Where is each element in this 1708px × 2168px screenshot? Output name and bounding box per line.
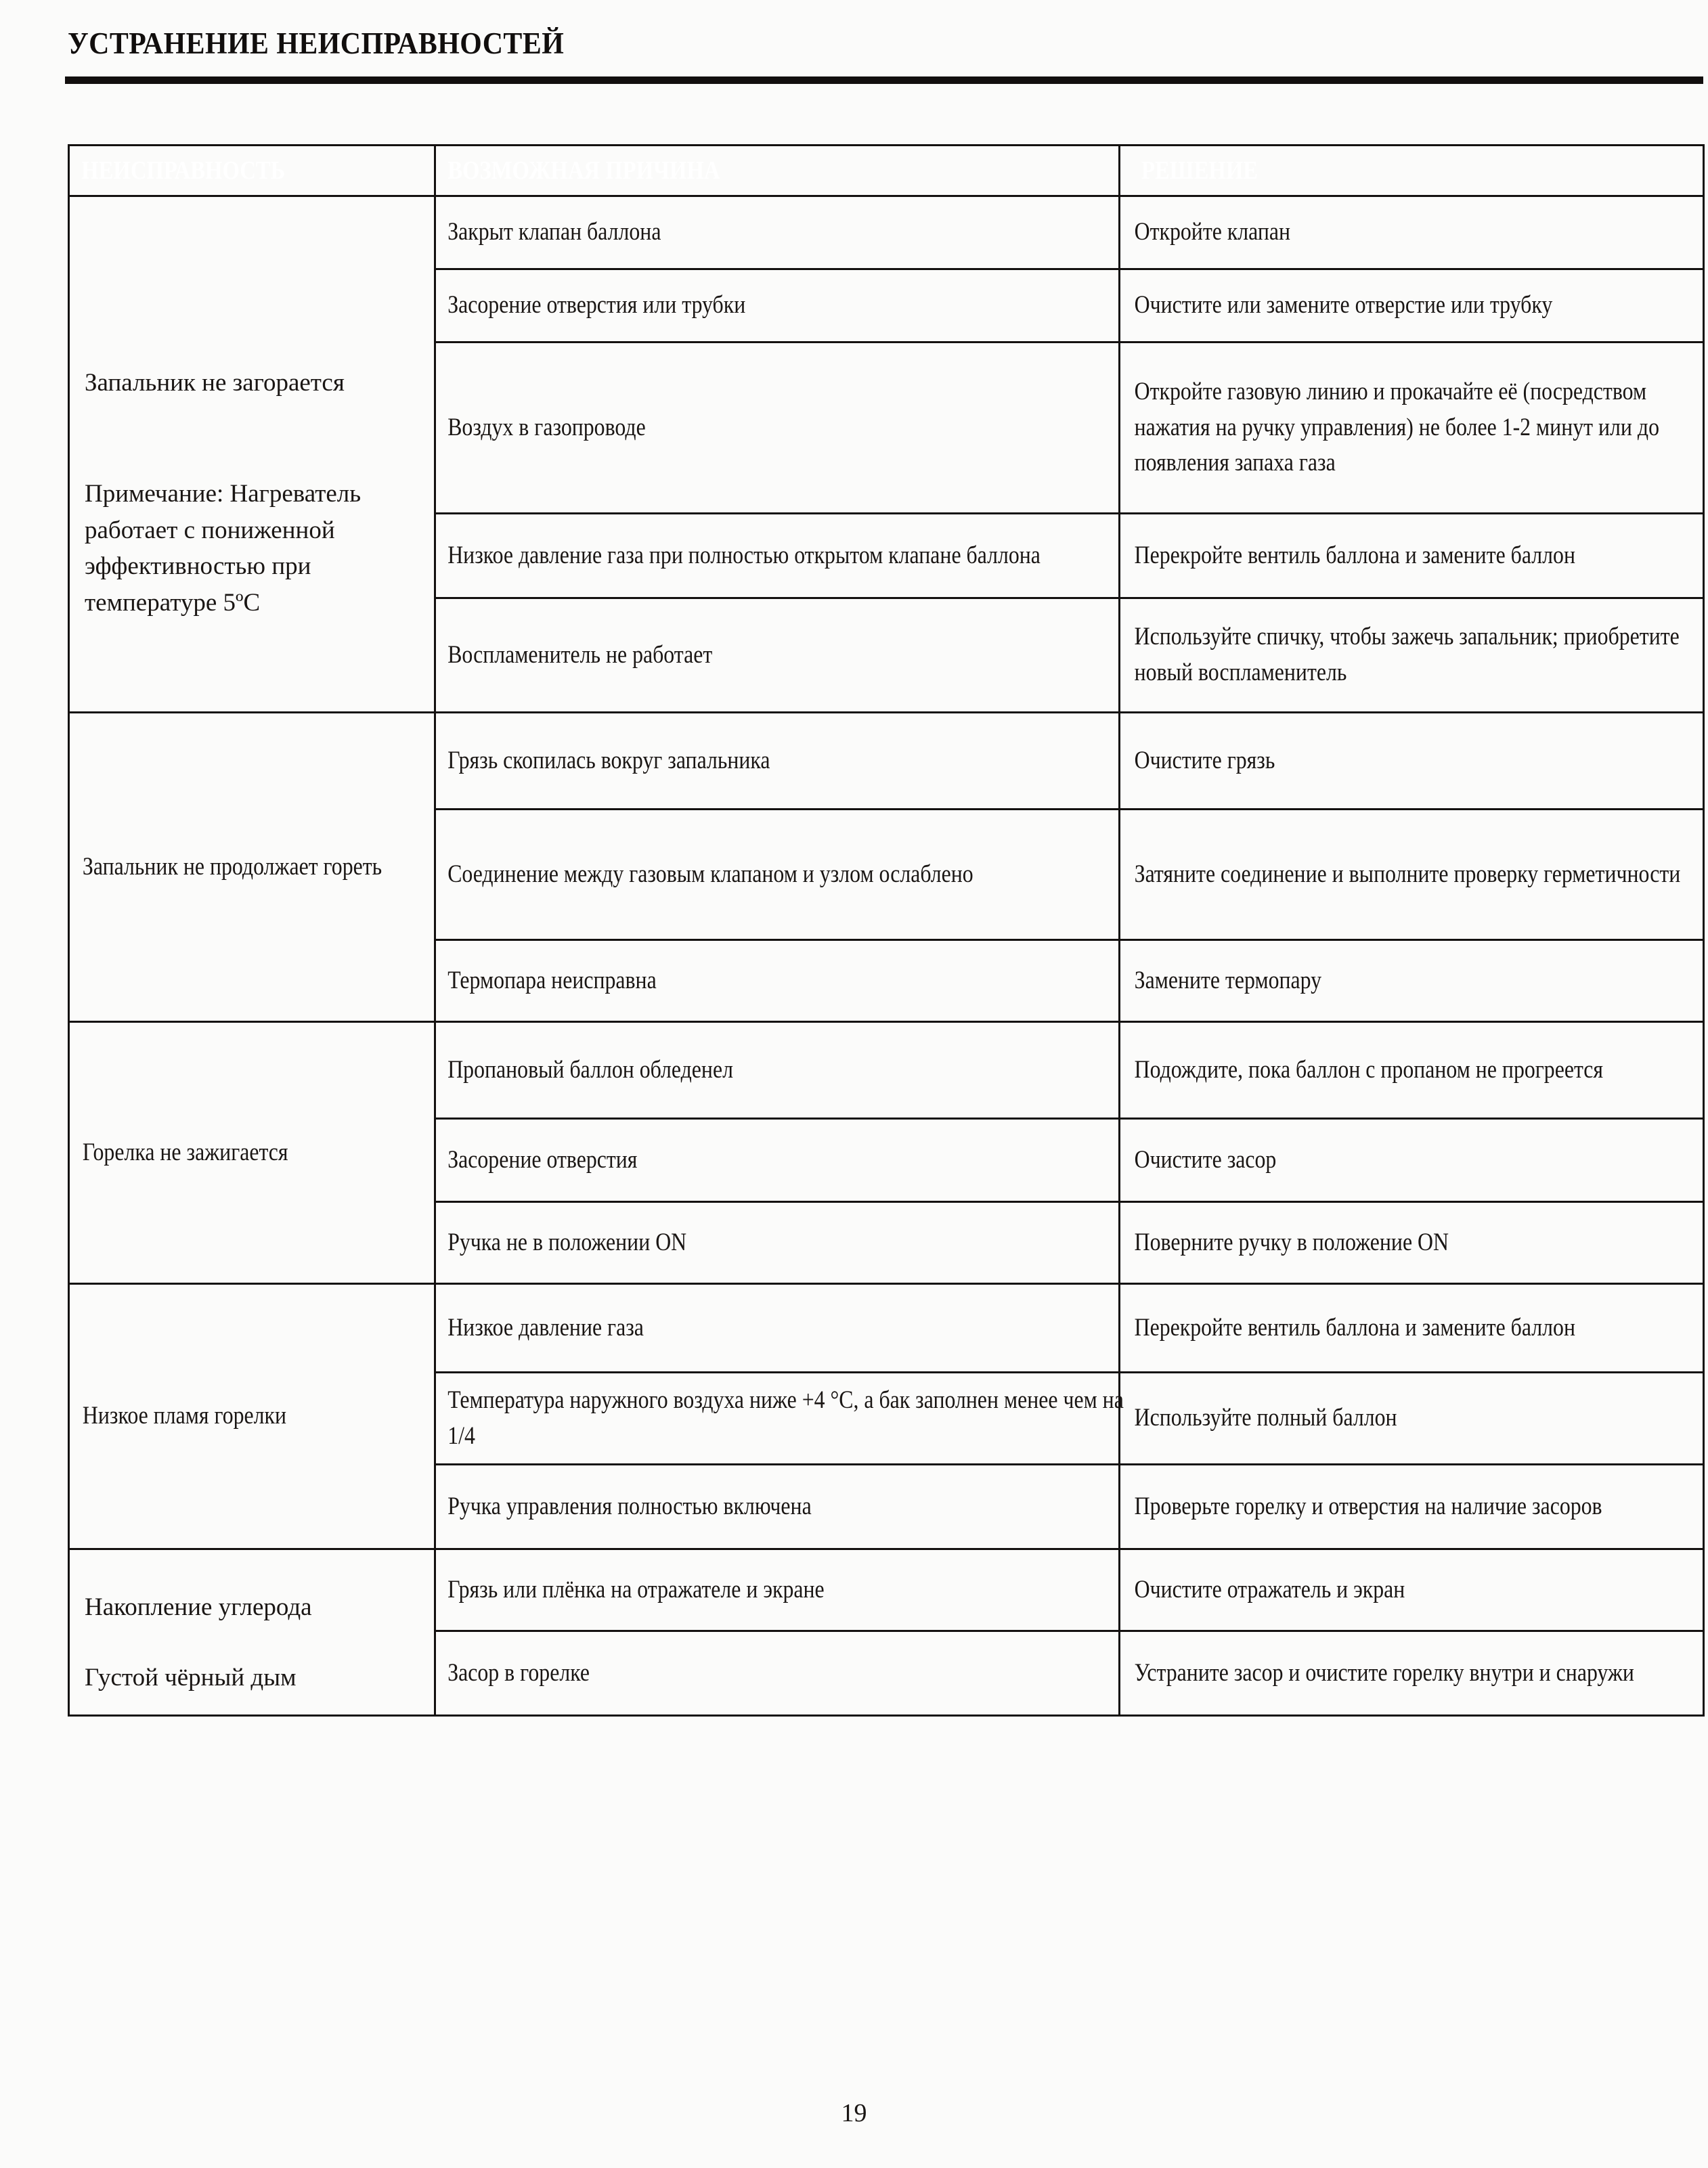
solution-text: Очистите засор — [1134, 1145, 1277, 1174]
cause-text: Термопара неисправна — [447, 966, 657, 994]
cause-cell — [435, 1284, 1120, 1373]
solution-text: Используйте спичку, чтобы зажечь запальник; приобретите новый воспламенитель — [1134, 623, 1680, 686]
column-header-cause-label: ВОЗМОЖНАЯ ПРИЧИНА — [447, 156, 720, 185]
solution-text: Поверните ручку в положение ON — [1134, 1228, 1449, 1256]
cause-text: Грязь или плёнка на отражателе и экране — [447, 1575, 825, 1603]
cause-text: Ручка не в положении ON — [447, 1228, 687, 1256]
cause-cell — [435, 598, 1120, 713]
troubleshooting-table-wrapper — [68, 144, 1703, 1717]
table-row — [69, 713, 1704, 810]
solution-text: Затяните соединение и выполните проверку герметичности — [1134, 860, 1681, 888]
troubleshooting-table — [68, 144, 1705, 1717]
cause-cell — [435, 810, 1120, 940]
cause-cell — [435, 1022, 1120, 1119]
group-label-cell-carbon-buildup — [69, 1549, 435, 1716]
cause-cell — [435, 713, 1120, 810]
solution-text: Проверьте горелку и отверстия на наличие засоров — [1134, 1492, 1602, 1520]
column-header-solution-label: РЕШЕНИЕ — [1141, 156, 1258, 185]
solution-cell — [1120, 269, 1704, 342]
cause-text: Грязь скопилась вокруг запальника — [447, 746, 770, 774]
group-label-cell-low-burner-flame — [69, 1284, 435, 1549]
solution-cell — [1120, 1465, 1704, 1549]
table-header — [69, 146, 1704, 196]
solution-cell — [1120, 342, 1704, 514]
solution-text: Устраните засор и очистите горелку внутри и снаружи — [1134, 1658, 1634, 1687]
table-body — [69, 196, 1704, 1716]
group-label-cell-burner-not-lighting — [69, 1022, 435, 1284]
cause-text: Закрыт клапан баллона — [447, 218, 661, 246]
table-row — [69, 1284, 1704, 1373]
group-label-ignitor-not-lighting: Запальник не загораeтся — [85, 369, 345, 397]
cause-cell — [435, 342, 1120, 514]
cause-text: Воздух в газопроводе — [447, 413, 646, 441]
solution-cell — [1120, 1549, 1704, 1631]
solution-cell — [1120, 598, 1704, 713]
solution-text: Откройте клапан — [1134, 218, 1291, 246]
column-header-cause — [435, 146, 1120, 196]
solution-cell — [1120, 810, 1704, 940]
solution-text: Используйте полный баллон — [1134, 1404, 1397, 1432]
page-number: 19 — [841, 2099, 867, 2127]
table-row — [69, 1549, 1704, 1631]
solution-cell — [1120, 1284, 1704, 1373]
solution-cell — [1120, 514, 1704, 598]
page-title: УСТРАНЕНИЕ НЕИСПРАВНОСТЕЙ — [68, 26, 565, 60]
cause-cell — [435, 269, 1120, 342]
title-rule — [65, 76, 1703, 84]
cause-text: Температура наружного воздуха ниже +4 °C, а бак заполнен менее чем на 1/4 — [447, 1386, 1124, 1450]
solution-text: Очистите грязь — [1134, 746, 1275, 774]
cause-text: Низкое давление газа при полностью открытом клапане баллона — [447, 541, 1041, 569]
group-label-burner-not-lighting: Горелка не зажигается — [82, 1138, 288, 1166]
group-label-low-burner-flame: Низкое пламя горелки — [82, 1402, 287, 1430]
cause-text: Воспламенитель не работает — [447, 640, 713, 669]
column-header-fault — [69, 146, 435, 196]
cause-cell — [435, 1549, 1120, 1631]
cause-text: Ручка управления полностью включена — [447, 1492, 812, 1520]
group-label-thick-black-smoke: Густой чёрный дым — [85, 1663, 297, 1691]
table-header-row — [69, 146, 1704, 196]
cause-cell — [435, 1119, 1120, 1202]
solution-text: Очистите или замените отверстие или трубку — [1134, 291, 1553, 319]
solution-cell — [1120, 1373, 1704, 1465]
group-label-carbon-buildup: Накопление углерода — [85, 1593, 312, 1621]
solution-cell — [1120, 1202, 1704, 1284]
solution-cell — [1120, 940, 1704, 1022]
cause-text: Низкое давление газа — [447, 1313, 644, 1342]
solution-cell — [1120, 196, 1704, 269]
solution-cell — [1120, 1022, 1704, 1119]
solution-cell — [1120, 1631, 1704, 1716]
group-note-ignitor-not-lighting: Примечание: Нагреватель работает с пониженной эффективностью при температуре 5ºC — [85, 480, 362, 617]
table-row — [69, 1022, 1704, 1119]
group-label-cell-ignitor-not-staying-lit — [69, 713, 435, 1022]
solution-text: Очистите отражатель и экран — [1134, 1575, 1405, 1603]
cause-cell — [435, 1373, 1124, 1465]
solution-cell — [1120, 713, 1704, 810]
cause-cell — [435, 940, 1120, 1022]
cause-cell — [435, 1202, 1120, 1284]
column-header-solution — [1120, 146, 1704, 196]
solution-text: Перекройте вентиль баллона и замените баллон — [1134, 1313, 1575, 1342]
column-header-fault-label: НЕИСПРАВНОСТЬ — [81, 156, 286, 185]
solution-text: Подождите, пока баллон с пропаном не прогреется — [1134, 1055, 1604, 1084]
cause-cell — [435, 1465, 1120, 1549]
cause-text: Соединение между газовым клапаном и узлом ослаблено — [447, 860, 973, 888]
cause-cell — [435, 196, 1120, 269]
cause-text: Засорение отверстия — [447, 1145, 638, 1174]
table-row — [69, 196, 1704, 269]
group-label-ignitor-not-staying-lit: Запальник не продолжает гореть — [82, 852, 382, 881]
solution-cell — [1120, 1119, 1704, 1202]
cause-text: Засор в горелке — [447, 1658, 590, 1687]
cause-cell — [435, 514, 1120, 598]
cause-text: Засорение отверстия или трубки — [447, 291, 746, 319]
cause-text: Пропановый баллон обледенел — [447, 1055, 733, 1084]
group-label-cell-ignitor-not-lighting — [69, 196, 435, 713]
solution-text: Замените термопару — [1134, 966, 1322, 994]
cause-cell — [435, 1631, 1120, 1716]
solution-text: Откройте газовую линию и прокачайте её (посредством нажатия на ручку управления) не более 1-2 минут или до появления запаха газа — [1134, 378, 1660, 477]
solution-text: Перекройте вентиль баллона и замените баллон — [1134, 541, 1575, 569]
